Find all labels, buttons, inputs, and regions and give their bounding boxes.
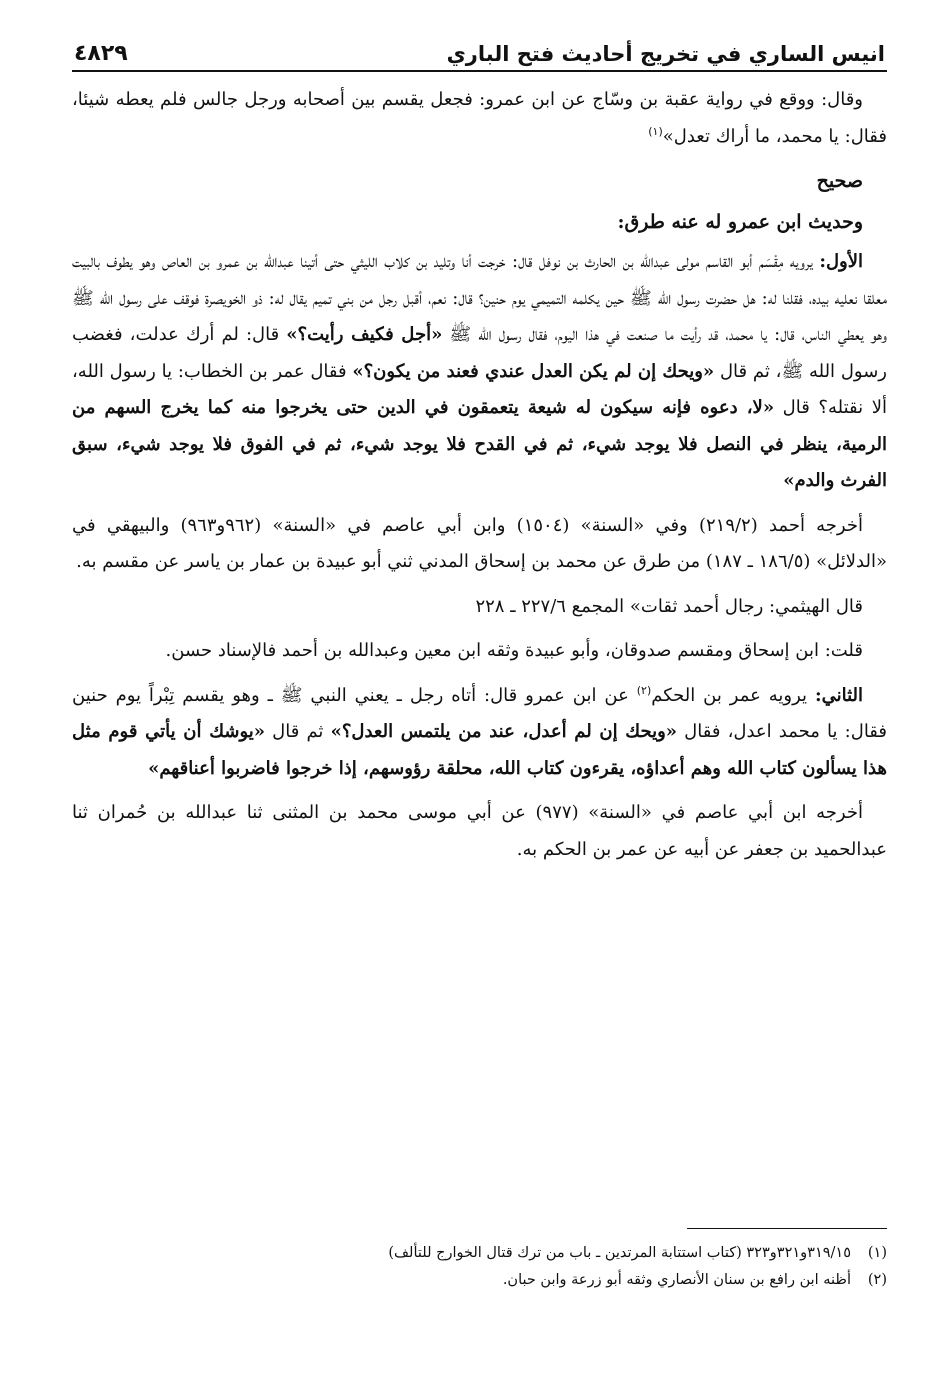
first-route-quote-3: «لا، دعوه فإنه سيكون له شيعة يتعمقون في الدين حتى يخرجوا منه كما يخرج السهم من الرمية، ينظر في النصل فلا يوجد شيء، ثم في القدح فلا يوجد شيء، ثم في الفوق فلا يوجد شيء، سبق الفرث والدم» — [72, 397, 887, 491]
page-number: ٤٨٢٩ — [74, 41, 128, 66]
footnote-number: (٢) — [867, 1272, 887, 1288]
second-route-label: الثاني: — [814, 684, 863, 706]
footnote-ref-2: (٢) — [636, 683, 652, 697]
paragraph-intro — [72, 82, 887, 155]
running-title: انيس الساري في تخريج أحاديث فتح الباري — [446, 42, 885, 66]
book-page — [72, 28, 887, 1384]
paragraph-qultu: قلت: ابن إسحاق ومقسم صدوقان، وأبو عبيدة وثقه ابن معين وعبدالله بن أحمد فالإسناد حسن. — [165, 640, 863, 661]
second-route-text-2: عن ابن عمرو قال: أتاه رجل ـ يعني النبي ﷺ ـ وهو يقسم تِبْراً يوم حنين فقال: يا محمد اعدل، فقال — [72, 684, 888, 742]
paragraph-second-route — [72, 678, 887, 788]
footnote-number: (١) — [867, 1245, 887, 1261]
second-route-text-1: يرويه عمر بن الحكم — [651, 684, 815, 706]
first-route-text-3: فقال عمر بن الخطاب: يا رسول الله، ألا نقتله؟ قال — [72, 360, 888, 418]
grade-heading: صحيح — [816, 170, 863, 192]
footnote-text: أظنه ابن رافع بن سنان الأنصاري وثقه أبو زرعة وابن حبان. — [502, 1272, 851, 1288]
paragraph-haythami: قال الهيثمي: رجال أحمد ثقات» المجمع ٢٢٧/٦ ـ ٢٢٨ — [475, 595, 863, 617]
routes-heading: وحديث ابن عمرو له عنه طرق: — [617, 210, 863, 233]
first-route-text-2: قال: لم أرك عدلت، فغضب رسول الله ﷺ، ثم قال — [72, 324, 887, 382]
footnote-text: ٣١٩/١٥و٣٢١و٣٢٣ (كتاب استتابة المرتدين ـ باب من ترك قتال الخوارج للتألف) — [388, 1245, 851, 1261]
footnote-ref-1: (١) — [648, 124, 663, 138]
intro-text: وقال: ووقع في رواية عقبة بن وسّاج عن ابن عمرو: فجعل يقسم بين أصحابه ورجل جالس فلم يعطه شيئا، فقال: يا محمد، ما أراك تعدل» — [72, 89, 887, 147]
first-route-quote-1: «أجل فكيف رأيت؟» — [286, 324, 443, 345]
second-route-text-3: ثم قال — [265, 721, 331, 742]
footnote-item — [72, 1267, 887, 1294]
page-body — [72, 82, 887, 868]
first-route-label: الأول: — [819, 251, 863, 272]
footnote-divider — [687, 1228, 887, 1229]
second-route-quote-1: «ويحك إن لم أعدل، عند من يلتمس العدل؟» — [330, 721, 678, 742]
first-route-text-1: يرويه مِقْسَم أبو القاسم مولى عبدالله بن الحارث بن نوفل قال: خرجت أنا وتليد بن كلاب الليثي حتى أتينا عبدالله بن عمرو بن العاص وهو يطوف بالبيت معلقا نعليه بيده، فقلنا له: هل حضرت رسول الله ﷺ حين يكلمه التميمي يوم حنين؟ قال: نعم، أقبل رجل من بني تميم يقال له: ذو الخويصرة فوقف على رسول الله ﷺ وهو يعطي الناس، قال: يا محمد، قد رأيت ما صنعت في هذا اليوم، فقال رسول الله ﷺ — [72, 251, 888, 345]
paragraph-takhrij-2: أخرجه ابن أبي عاصم في «السنة» (٩٧٧) عن أبي موسى محمد بن المثنى ثنا عبدالله بن حُمران ثنا عبدالحميد بن جعفر عن أبيه عن عمر بن الحكم به. — [72, 802, 887, 860]
footnotes — [72, 1240, 887, 1294]
second-route-quote-2: «يوشك أن يأتي قوم مثل هذا يسألون كتاب الله وهم أعداؤه، يقرءون كتاب الله، محلقة رؤوسهم، إذا خرجوا فاضربوا أعناقهم» — [72, 721, 887, 779]
footnote-item — [72, 1240, 887, 1267]
paragraph-first-route — [72, 244, 887, 500]
paragraph-takhrij-1: أخرجه أحمد (٢١٩/٢) وفي «السنة» (١٥٠٤) وابن أبي عاصم في «السنة» (٩٦٢و٩٦٣) والبيهقي في «الدلائل» (١٨٦/٥ ـ ١٨٧) من طرق عن محمد بن إسحاق المدني ثني أبو عبيدة بن عمار بن ياسر عن مقسم به. — [72, 514, 887, 572]
first-route-quote-2: «ويحك إن لم يكن العدل عندي فعند من يكون؟» — [352, 360, 715, 382]
running-header — [72, 28, 887, 72]
